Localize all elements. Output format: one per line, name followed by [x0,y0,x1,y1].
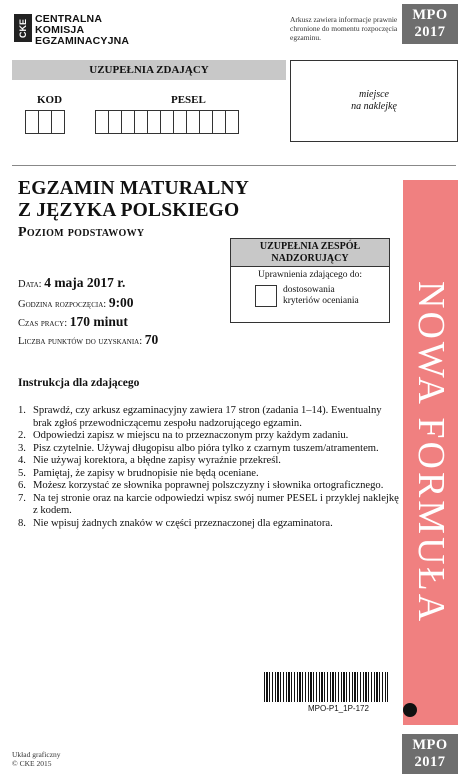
pesel-box[interactable] [95,110,109,134]
start-value: 9:00 [108,295,134,310]
kod-box[interactable] [38,110,52,134]
confidential-notice: Arkusz zawiera informacje prawnie chronione do momentu rozpoczęcia egzaminu. [290,15,398,42]
date-label: Data: [18,279,42,290]
sticker-line-2: na naklejkę [351,101,397,112]
footer-line-2: © CKE 2015 [12,759,52,768]
barcode [264,672,388,702]
duration-label: Czas pracy: [18,318,68,329]
instruction-number: 1. [18,405,26,416]
pesel-box[interactable] [199,110,213,134]
logo-line-3: EGZAMINACYJNA [35,35,130,47]
instructions-list [18,405,403,530]
instruction-text: Odpowiedzi zapisz w miejscu na to przeznaczonym przy każdym zadaniu. [33,430,349,441]
instruction-text: Nie wpisuj żadnych znaków w części przeznaczonej dla egzaminatora. [33,517,333,529]
exam-code-badge-top [402,4,458,44]
exam-points [18,332,158,348]
pesel-box[interactable] [121,110,135,134]
instruction-item [18,468,403,481]
instructions-heading: Instrukcja dla zdającego [18,377,140,389]
instruction-item [18,430,403,443]
instruction-item [18,480,403,493]
instruction-text: Pamiętaj, że zapisy w brudnopisie nie będą oceniane. [33,467,259,479]
instruction-number: 4. [18,455,26,466]
exam-code-badge-bottom [402,734,458,774]
adjusted-criteria-label [283,285,359,307]
supervisors-subtitle: Uprawnienia zdającego do: [258,270,362,280]
band-text: NOWA FORMUŁA [410,280,452,625]
instruction-item [18,455,403,468]
checkbox-label-line-2: kryteriów oceniania [283,296,359,306]
pesel-box[interactable] [160,110,174,134]
instruction-number: 7. [18,492,26,504]
supervisors-box [230,238,390,323]
badge-code: MPO [412,7,448,23]
candidate-fill-header: UZUPEŁNIA ZDAJĄCY [12,60,286,80]
instruction-text: Nie używaj korektora, a błędne zapisy wyraźnie przekreśl. [33,455,281,466]
duration-value: 170 minut [69,314,128,329]
badge-year: 2017 [414,24,446,40]
pesel-label: PESEL [171,94,206,106]
pesel-box[interactable] [147,110,161,134]
instruction-number: 6. [18,480,26,491]
instruction-text: Możesz korzystać ze słownika poprawnej polszczyzny i słownika ortograficznego. [33,480,384,491]
logo-line-1: CENTRALNA [35,13,103,25]
adjusted-criteria-checkbox[interactable] [255,285,277,307]
instruction-item [18,405,403,430]
exam-title [18,178,249,222]
exam-duration [18,314,128,330]
divider [12,165,456,166]
footer-credit [12,750,61,768]
barcode-text: MPO-P1_1P-172 [308,704,369,713]
title-line-1: EGZAMIN MATURALNY [18,178,250,199]
instruction-text: Pisz czytelnie. Używaj długopisu albo pióra tylko z czarnym tuszem/atramentem. [33,442,379,454]
instruction-item [18,493,403,518]
registration-dot [403,703,417,717]
instruction-text: Sprawdź, czy arkusz egzaminacyjny zawiera 17 stron (zadania 1–14). Ewentualny brak zgłoś przewodniczącemu zespołu nadzorującego egzamin. [33,405,382,429]
start-label: Godzina rozpoczęcia: [18,299,107,310]
footer-line-1: Układ graficzny [12,750,61,759]
exam-start-time [18,295,134,311]
sticker-line-1: miejsce [359,89,389,100]
instruction-item [18,443,403,456]
points-value: 70 [144,332,159,347]
exam-level: Poziom podstawowy [18,225,145,240]
badge-year: 2017 [414,754,446,770]
points-label: Liczba punktów do uzyskania: [18,336,143,347]
instruction-number: 2. [18,430,26,441]
kod-box[interactable] [51,110,65,134]
nowa-formula-band [403,180,458,725]
supervisors-header: UZUPEŁNIA ZESPÓŁ NADZORUJĄCY [231,239,389,267]
pesel-box[interactable] [225,110,239,134]
instruction-number: 8. [18,517,26,529]
pesel-box[interactable] [186,110,200,134]
badge-code: MPO [412,737,448,753]
instruction-text: Na tej stronie oraz na karcie odpowiedzi wpisz swój numer PESEL i przyklej naklejkę z kodem. [33,492,399,516]
instruction-number: 3. [18,442,26,454]
pesel-box[interactable] [134,110,148,134]
exam-date [18,275,125,291]
instruction-item [18,518,403,531]
logo-line-2: KOMISJA [35,24,85,36]
kod-field[interactable] [25,110,64,134]
pesel-box[interactable] [108,110,122,134]
pesel-box[interactable] [212,110,226,134]
instruction-number: 5. [18,467,26,479]
sticker-area [290,60,458,142]
pesel-box[interactable] [173,110,187,134]
checkbox-label-line-1: dostosowania [283,285,335,295]
date-value: 4 maja 2017 r. [44,275,126,290]
kod-box[interactable] [25,110,39,134]
cke-logo-text [35,14,129,47]
pesel-field[interactable] [95,110,238,134]
title-line-2: Z JĘZYKA POLSKIEGO [18,200,240,221]
kod-label: KOD [37,94,63,106]
cke-logo-mark: CKE [14,14,32,42]
